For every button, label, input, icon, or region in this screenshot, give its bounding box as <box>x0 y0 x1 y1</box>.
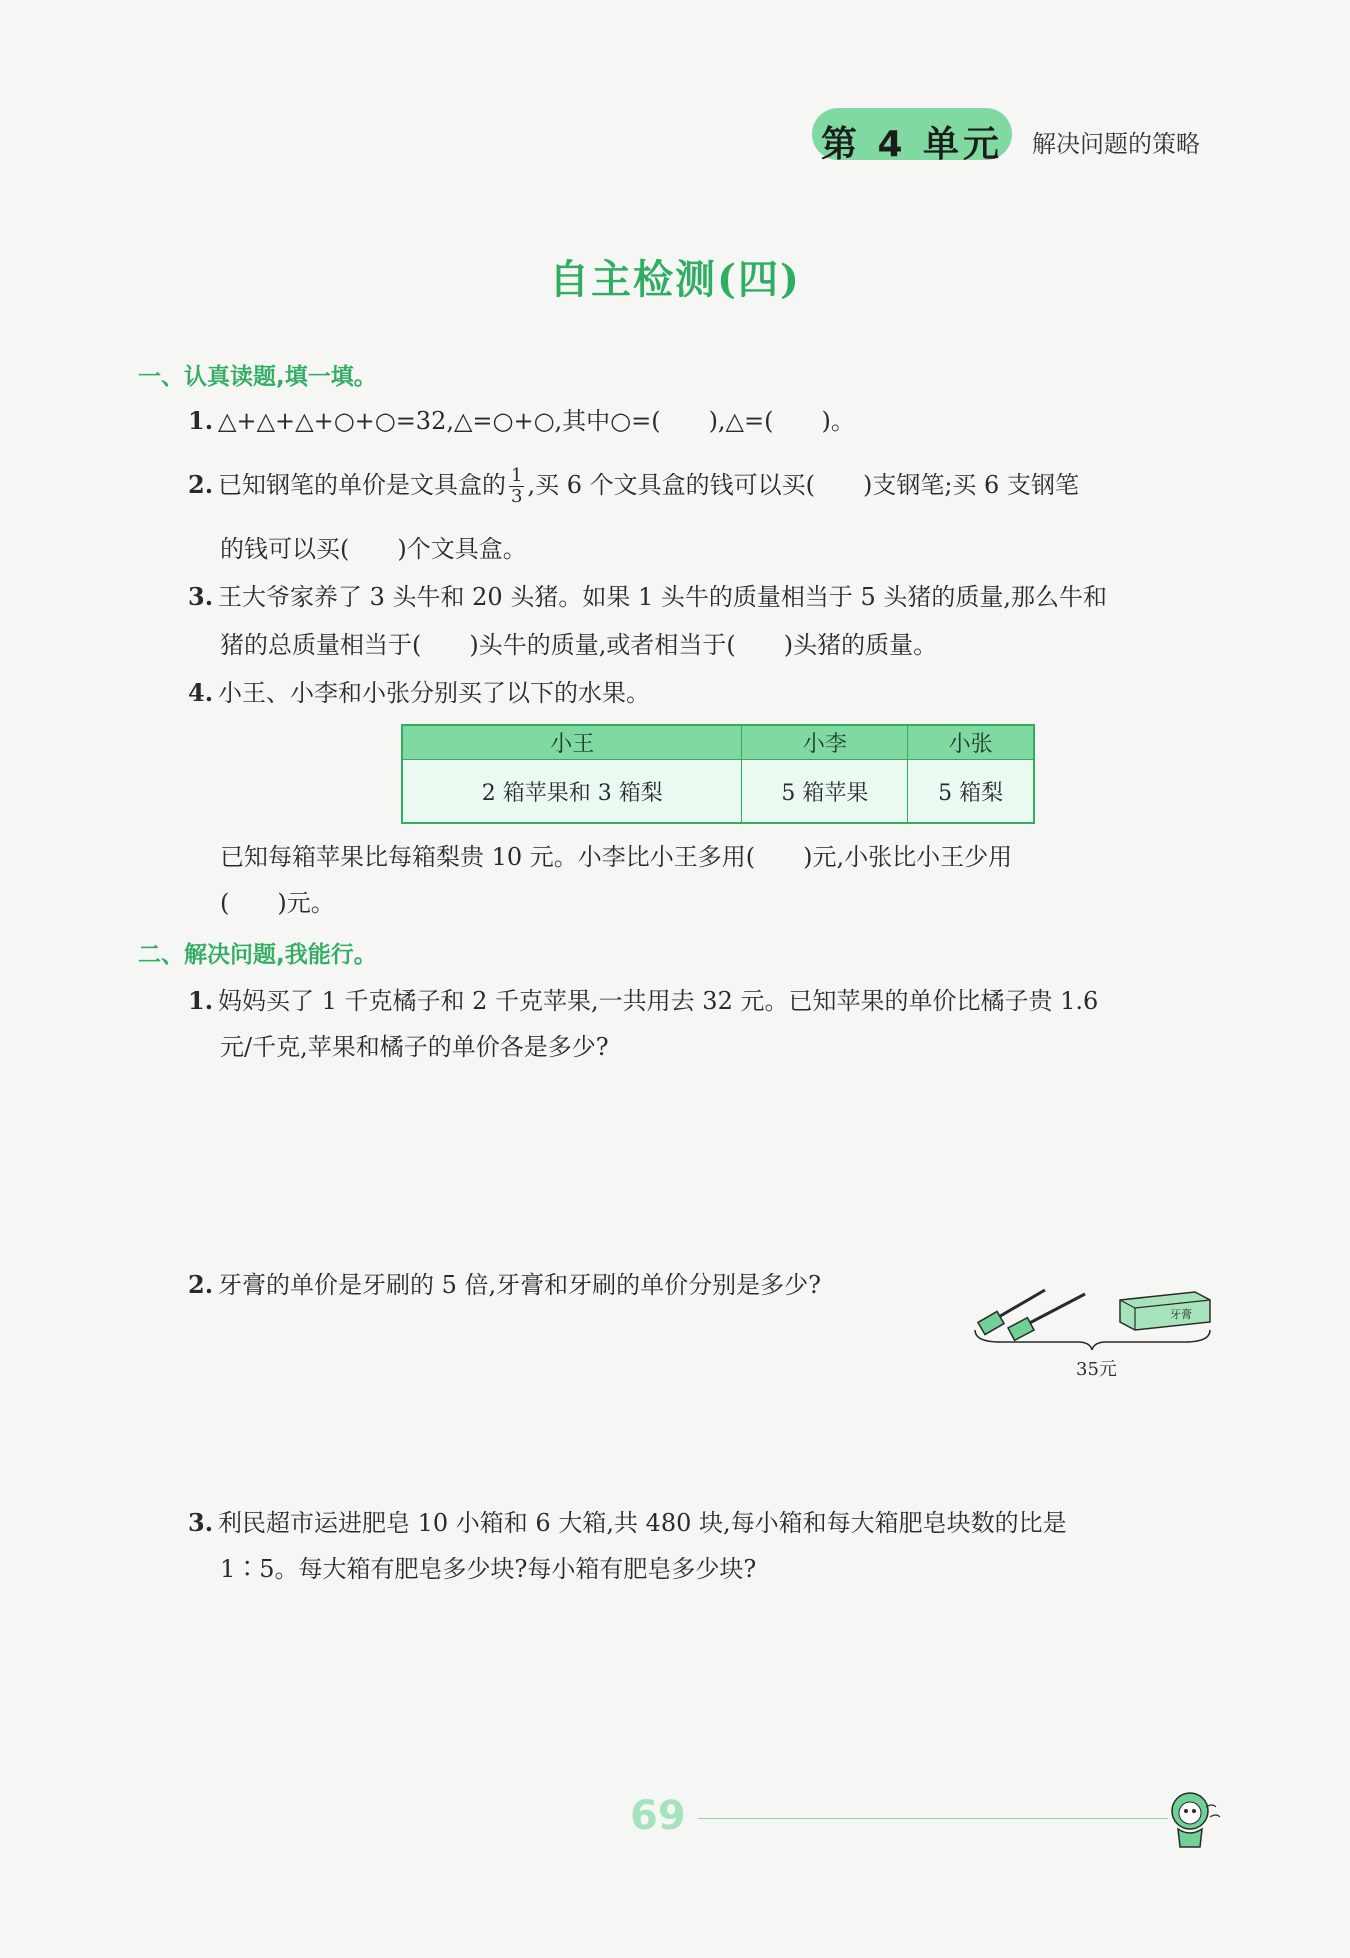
table-header-xiaoli: 小李 <box>742 725 908 760</box>
question-1-3 <box>188 580 1218 614</box>
question-2-3-line2: 1∶5。每大箱有肥皂多少块?每小箱有肥皂多少块? <box>220 1555 757 1583</box>
question-text-cont: ,买 6 个文具盒的钱可以买( )支钢笔;买 6 支钢笔 <box>527 471 1079 499</box>
question-text: 王大爷家养了 3 头牛和 20 头猪。如果 1 头牛的质量相当于 5 头猪的质量,那么牛和 <box>218 583 1108 611</box>
question-1-1 <box>188 404 1218 438</box>
fraction-denominator: 3 <box>511 486 523 507</box>
mascot-icon <box>1160 1785 1230 1855</box>
fraction-numerator: 1 <box>511 465 523 486</box>
question-2-1 <box>188 984 1218 1018</box>
question-text: 已知钢笔的单价是文具盒的 <box>218 471 506 499</box>
page-title: 自主检测(四) <box>549 256 801 303</box>
section-heading-fill-in: 一、认真读题,填一填。 <box>138 364 377 390</box>
question-text: 利民超市运进肥皂 10 小箱和 6 大箱,共 480 块,每小箱和每大箱肥皂块数的比是 <box>218 1509 1067 1537</box>
toothbrush-icon <box>1008 1294 1085 1340</box>
toothpaste-box-icon <box>1120 1292 1210 1330</box>
question-number: 2. <box>188 1270 214 1299</box>
question-text: 小王、小李和小张分别买了以下的水果。 <box>218 679 650 707</box>
unit-label: 第 4 单元 <box>820 124 1004 165</box>
question-1-2-line2: 的钱可以买( )个文具盒。 <box>220 535 527 563</box>
question-number: 4. <box>188 678 214 707</box>
table-cell: 2 箱苹果和 3 箱梨 <box>402 760 742 824</box>
table-cell: 5 箱梨 <box>908 760 1034 824</box>
question-number: 3. <box>188 1508 214 1537</box>
question-1-3-line2: 猪的总质量相当于( )头牛的质量,或者相当于( )头猪的质量。 <box>220 631 938 659</box>
question-1-4-line3: ( )元。 <box>220 889 335 917</box>
table-header-xiaowang: 小王 <box>402 725 742 760</box>
question-1-4-line2: 已知每箱苹果比每箱梨贵 10 元。小李比小王多用( )元,小张比小王少用 <box>220 843 1013 871</box>
fruit-table <box>401 724 1035 824</box>
question-number: 1. <box>188 406 214 435</box>
question-2-1-line2: 元/千克,苹果和橘子的单价各是多少? <box>220 1033 609 1061</box>
question-2-3 <box>188 1506 1218 1540</box>
page-number: 69 <box>630 1793 686 1839</box>
price-label: 35元 <box>1076 1359 1117 1380</box>
question-1-2 <box>188 466 1218 507</box>
toothbrush-toothpaste-illustration <box>970 1270 1220 1350</box>
table-header-xiaozhang: 小张 <box>908 725 1034 760</box>
question-text: 牙膏的单价是牙刷的 5 倍,牙膏和牙刷的单价分别是多少? <box>218 1271 822 1299</box>
toothpaste-box-label: 牙膏 <box>1170 1308 1192 1321</box>
question-number: 1. <box>188 986 214 1015</box>
unit-subtitle: 解决问题的策略 <box>1032 130 1200 158</box>
question-text: 妈妈买了 1 千克橘子和 2 千克苹果,一共用去 32 元。已知苹果的单价比橘子贵 1.6 <box>218 987 1099 1015</box>
question-number: 2. <box>188 470 214 499</box>
question-1-4 <box>188 676 1218 710</box>
footer-divider <box>698 1818 1168 1819</box>
table-cell: 5 箱苹果 <box>742 760 908 824</box>
section-heading-solve: 二、解决问题,我能行。 <box>138 942 377 968</box>
question-text: △+△+△+○+○=32,△=○+○,其中○=( ),△=( )。 <box>218 407 855 435</box>
fraction <box>509 466 524 507</box>
question-number: 3. <box>188 582 214 611</box>
